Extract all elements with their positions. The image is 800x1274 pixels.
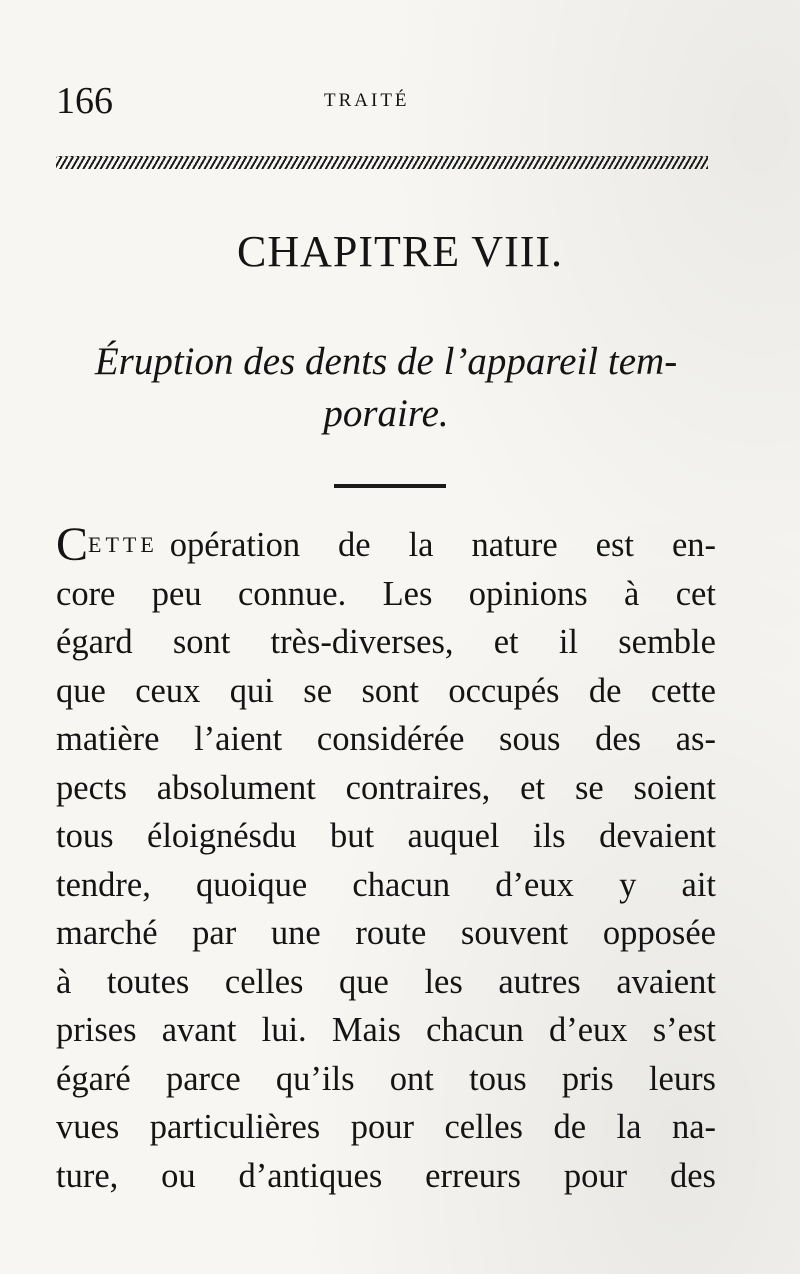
text-line [56,570,716,619]
word: cette [650,671,716,710]
word: très-diverses, [270,623,454,661]
word: avant [161,1011,237,1049]
word: sont [172,623,231,661]
word: absolument [156,768,316,807]
word: opération [169,526,301,564]
text-line [56,812,716,861]
word: souvent [460,914,569,952]
word: pects [56,768,127,807]
word: tous [56,817,114,855]
word: chacun [426,1011,524,1049]
word: Mais [331,1011,401,1049]
text-line [56,1103,716,1152]
word: avaient [616,962,716,1001]
word: se [303,671,333,710]
text-line [56,667,716,716]
word: de [553,1108,587,1146]
word: pour [563,1156,628,1195]
text-line [56,958,716,1007]
body-paragraph [56,518,716,1200]
word: par [192,914,237,952]
word: ture, [56,1156,119,1195]
word: la [616,1108,642,1146]
word: la [408,526,434,564]
text-line [56,1055,716,1104]
page-number: 166 [56,80,113,122]
chapter-title: CHAPITRE VIII. [236,227,564,276]
word: particulières [149,1108,321,1146]
word: que [56,671,106,710]
word: s’est [652,1011,716,1049]
word: devaient [599,817,716,855]
word: erreurs [425,1156,521,1195]
word: et [520,768,546,807]
word: nature [471,526,558,564]
word: considérée [316,720,465,758]
word: d’antiques [238,1156,383,1195]
word: core [56,574,116,613]
word: pris [561,1059,614,1098]
word: ils [533,817,566,855]
word: lui. [261,1011,307,1049]
word: se [574,768,604,807]
word: na- [671,1108,716,1146]
word: ont [389,1059,434,1098]
text-line [56,618,716,667]
word: égard [56,623,133,661]
word: de [588,671,622,710]
word: sous [499,720,561,758]
word: éloignésdu [147,817,297,855]
word: semble [618,623,716,661]
word: de [338,526,371,564]
text-line [56,1006,716,1055]
word: opposée [602,914,716,952]
page-header [56,76,716,126]
ornamental-rule [56,156,708,169]
word: auquel [407,817,500,855]
word: but [329,817,375,855]
text-line [56,764,716,813]
word: prises [56,1011,137,1049]
section-divider [334,484,446,488]
word: que [339,962,389,1001]
word: tous [469,1059,527,1098]
word: y [619,865,637,904]
word: d’eux [548,1011,628,1049]
word: qui [229,671,274,710]
word: ceux [135,671,201,710]
word: parce [165,1059,241,1098]
word: toutes [106,962,190,1001]
word: à [624,574,640,613]
drop-cap: C [56,518,89,571]
word: occupés [448,671,560,710]
word: les [424,962,463,1001]
word: en- [671,526,716,564]
text-line [56,715,716,764]
word: leurs [648,1059,716,1098]
text-line [56,518,716,571]
word: opinions [468,574,588,613]
word: ait [681,865,716,904]
word: il [558,623,579,661]
running-title: TRAITÉ [324,90,410,111]
text-line [56,1152,716,1201]
word: chacun [352,865,451,904]
word: d’eux [495,865,574,904]
word: Les [382,574,433,613]
word: contraires, [345,768,491,807]
text-line [56,861,716,910]
word: et [493,623,519,661]
word: qu’ils [275,1059,355,1098]
word: marché [56,914,158,952]
word: soient [633,768,716,807]
word: connue. [237,574,347,613]
chapter-subtitle [56,336,716,440]
small-caps-word: ETTE [88,532,158,557]
word: celles [444,1108,523,1146]
subtitle-line: Éruption des dents de l’appareil tem- [94,340,678,383]
word: à [56,962,72,1001]
word: tendre, [56,865,151,904]
word: des [595,720,642,758]
text-line [56,909,716,958]
word: sont [361,671,419,710]
text-line-content [170,521,716,570]
word: celles [224,962,304,1001]
word: pour [350,1108,414,1146]
subtitle-line: poraire. [323,392,449,435]
word: matière [56,720,160,758]
word: autres [498,962,581,1001]
word: des [669,1156,716,1195]
word: peu [151,574,202,613]
word: route [355,914,427,952]
word: égaré [56,1059,131,1098]
word: une [270,914,321,952]
word: as- [675,720,716,758]
word: cet [675,574,716,613]
word: quoique [196,865,308,904]
word: vues [56,1108,120,1146]
word: ou [161,1156,196,1195]
word: est [595,526,634,564]
word: l’aient [194,720,283,758]
